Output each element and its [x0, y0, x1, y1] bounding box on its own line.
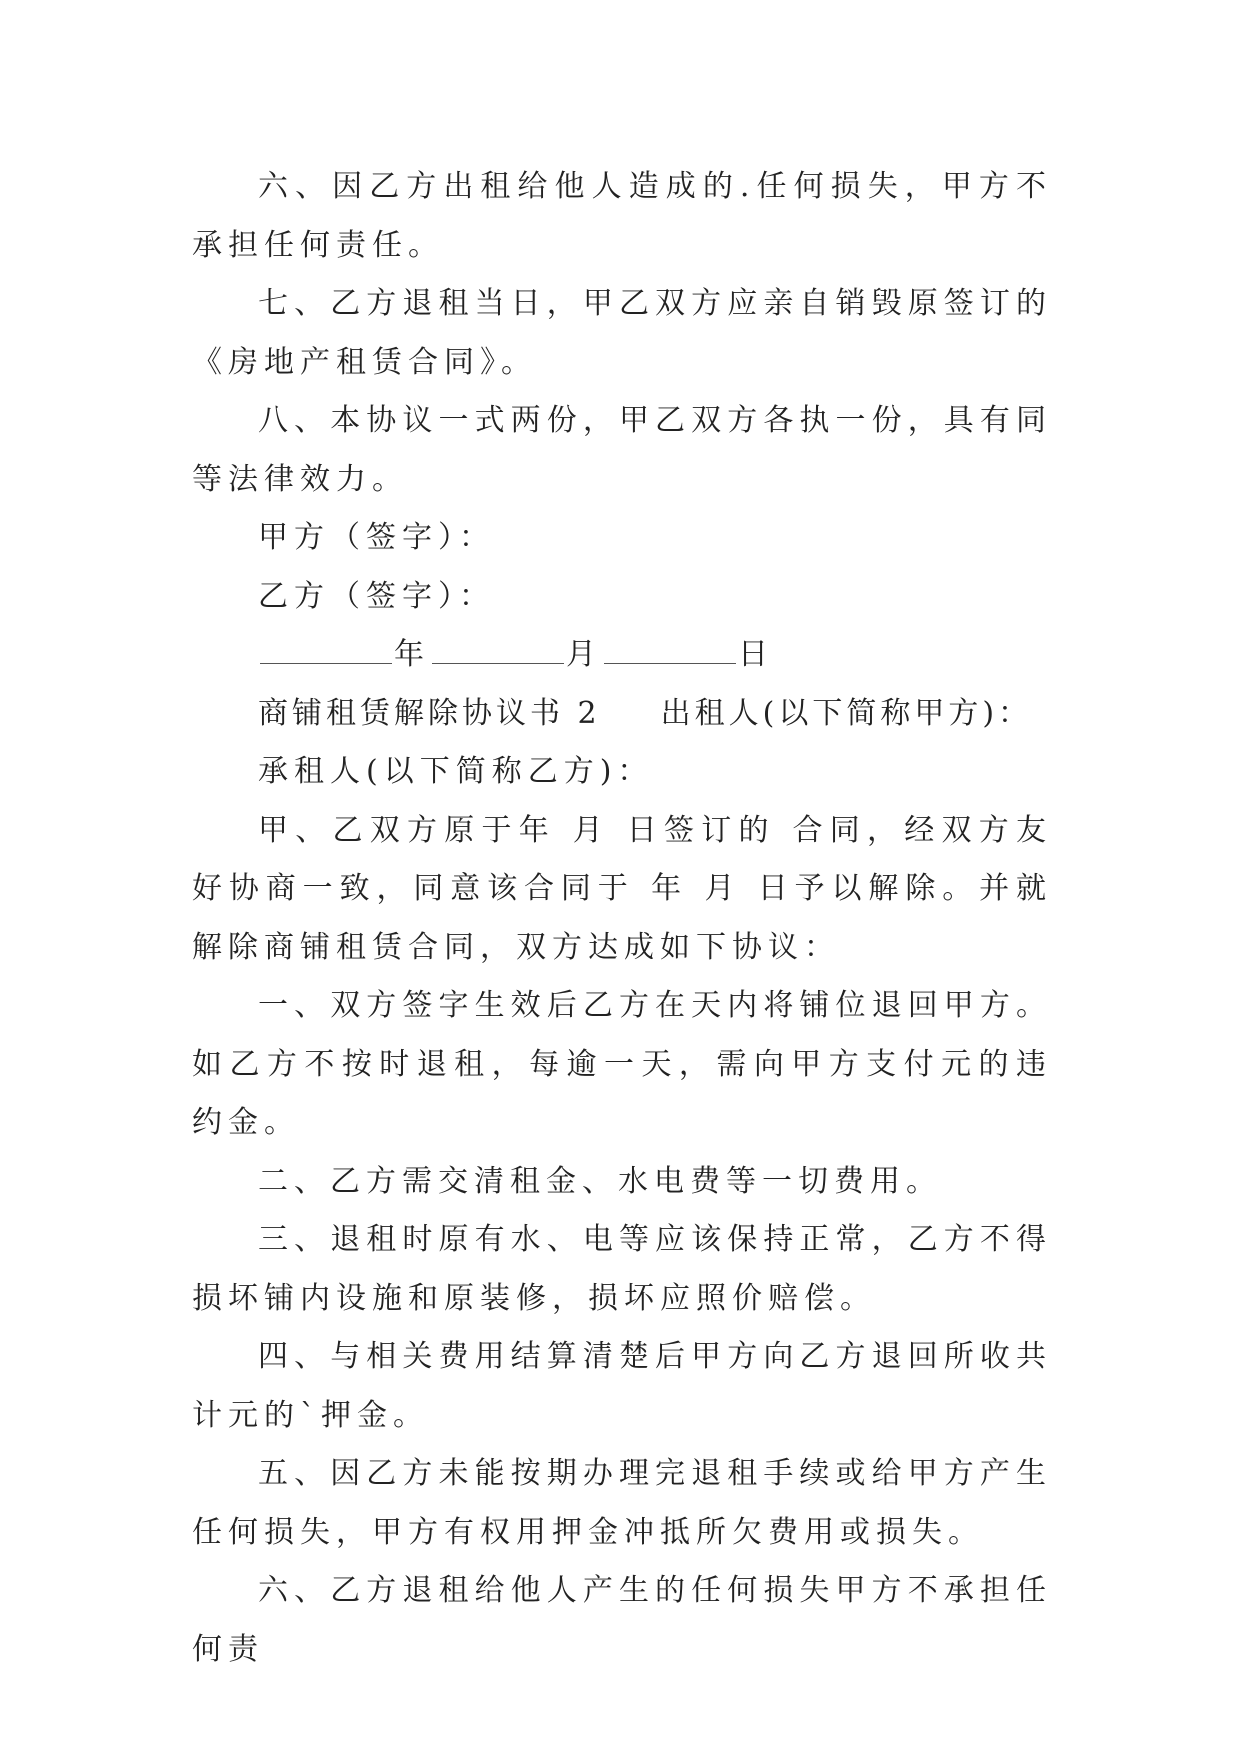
clause-one: 一、双方签字生效后乙方在天内将铺位退回甲方。如乙方不按时退租，每逾一天，需向甲方支付元的违约金。 — [192, 988, 1052, 1140]
clause-six: 六、因乙方出租给他人造成的.任何损失，甲方不承担任何责任。 — [192, 169, 1052, 263]
section-heading-line — [192, 685, 1052, 744]
lessor-label: 出租人(以下简称甲方)： — [660, 695, 1033, 731]
party-b-signature: 乙方（签字）： — [258, 578, 495, 614]
clause-four: 四、与相关费用结算清楚后甲方向乙方退回所收共计元的`押金。 — [192, 1339, 1052, 1433]
clause-three: 三、退租时原有水、电等应该保持正常，乙方不得损坏铺内设施和原装修，损坏应照价赔偿。 — [192, 1222, 1052, 1316]
clause-five: 五、因乙方未能按期办理完退租手续或给甲方产生任何损失，甲方有权用押金冲抵所欠费用或损失。 — [192, 1456, 1052, 1550]
preamble: 甲、乙双方原于年 月 日签订的 合同，经双方友好协商一致，同意该合同于 年 月 日予以解除。并就解除商铺租赁合同，双方达成如下协议： — [192, 812, 1052, 965]
date-line — [192, 626, 1052, 685]
month-label: 月 — [566, 637, 602, 672]
clause-six-b: 六、乙方退租给他人产生的任何损失甲方不承担任何责 — [192, 1573, 1052, 1667]
clause-seven: 七、乙方退租当日，甲乙双方应亲自销毁原签订的《房地产租赁合同》。 — [192, 286, 1052, 380]
party-a-signature: 甲方（签字）： — [258, 520, 495, 555]
month-blank — [432, 637, 564, 664]
clause-eight: 八、本协议一式两份，甲乙双方各执一份，具有同等法律效力。 — [192, 403, 1052, 497]
day-blank — [604, 637, 736, 664]
clause-two: 二、乙方需交清租金、水电费等一切费用。 — [258, 1163, 942, 1199]
day-label: 日 — [738, 637, 774, 672]
lessee-label: 承租人(以下简称乙方)： — [258, 754, 654, 789]
section-title: 商铺租赁解除协议书 2 — [258, 695, 601, 731]
year-blank — [260, 637, 392, 664]
document-body — [192, 158, 1052, 1679]
year-label: 年 — [394, 637, 430, 672]
